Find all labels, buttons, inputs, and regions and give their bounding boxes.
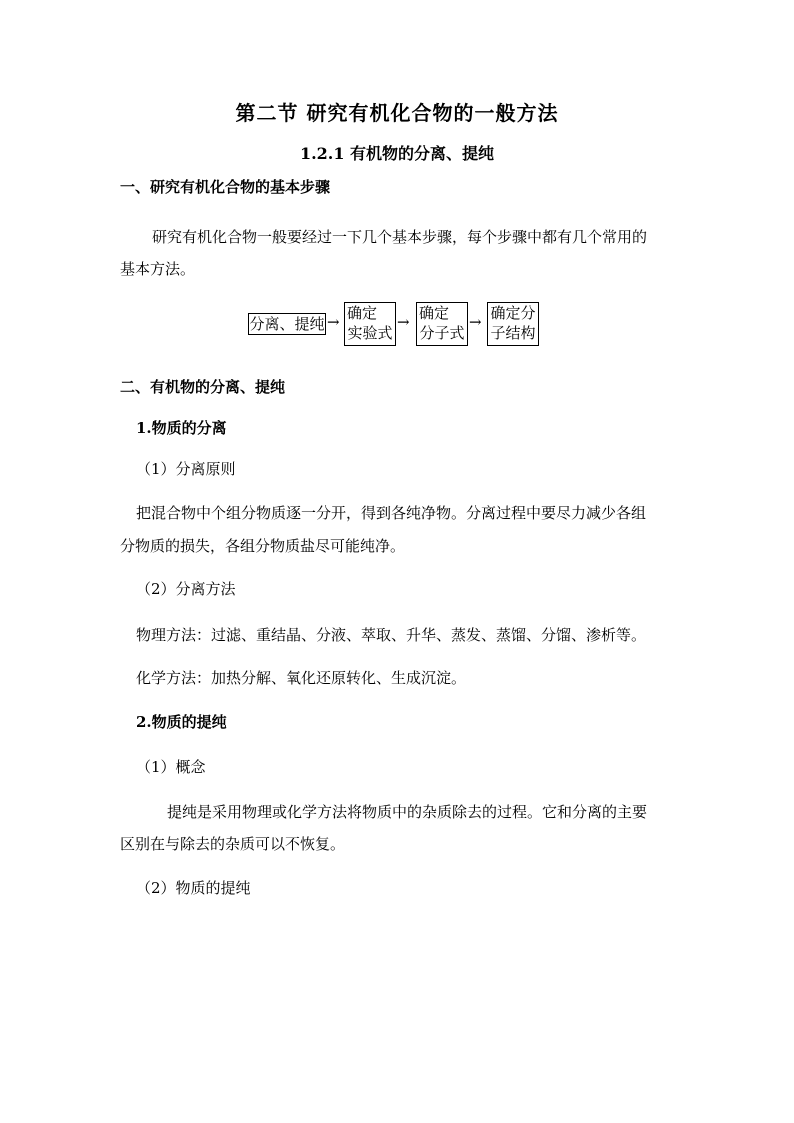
flow-step-structure-line1: 确定分 — [490, 304, 536, 322]
flow-step-empirical-formula — [344, 302, 396, 346]
page-subtitle: 1.2.1 有机物的分离、提纯 — [299, 144, 495, 163]
flow-step-structure-line2: 子结构 — [490, 324, 536, 342]
section1-paragraph-line1: 研究有机化合物一般要经过一下几个基本步骤，每个步骤中都有几个常用的 — [152, 228, 648, 246]
chemical-methods: 化学方法：加热分解、氧化还原转化、生成沉淀。 — [136, 669, 467, 687]
separation-principle-line2: 分物质的损失，各组分物质盐尽可能纯净。 — [120, 537, 406, 555]
separation-principle-line1: 把混合物中个组分物质逐一分开，得到各纯净物。分离过程中要尽力减少各组 — [136, 504, 647, 522]
flow-arrow-1: → — [327, 313, 340, 331]
physical-methods: 物理方法：过滤、重结晶、分液、萃取、升华、蒸发、蒸馏、分馏、渗析等。 — [136, 626, 647, 644]
purification-heading: 2.物质的提纯 — [136, 713, 227, 731]
purification-concept-line2: 区别在与除去的杂质可以不恢复。 — [120, 835, 346, 853]
separation-heading: 1.物质的分离 — [136, 419, 227, 437]
purification-concept-line1: 提纯是采用物理或化学方法将物质中的杂质除去的过程。它和分离的主要 — [167, 803, 648, 821]
purification-methods-label: （2）物质的提纯 — [136, 879, 251, 897]
flow-step-molecular-formula-line2: 分子式 — [419, 324, 465, 342]
flow-arrow-2: → — [397, 313, 410, 331]
flow-step-structure — [487, 302, 539, 346]
flow-step-molecular-formula — [416, 302, 468, 346]
flow-step-empirical-formula-line2: 实验式 — [347, 324, 393, 342]
page-title: 第二节 研究有机化合物的一般方法 — [235, 101, 559, 125]
flow-step-separation: 分离、提纯 — [249, 315, 325, 333]
separation-principle-label: （1）分离原则 — [136, 460, 236, 478]
flow-arrow-3: → — [469, 313, 482, 331]
flow-step-empirical-formula-line1: 确定 — [347, 304, 378, 322]
section1-heading: 一、研究有机化合物的基本步骤 — [120, 178, 331, 196]
flow-step-molecular-formula-line1: 确定 — [419, 304, 450, 322]
section1-paragraph-line2: 基本方法。 — [120, 260, 196, 278]
section2-heading: 二、有机物的分离、提纯 — [120, 378, 286, 396]
separation-method-label: （2）分离方法 — [136, 580, 236, 598]
purification-concept-label: （1）概念 — [136, 758, 206, 776]
